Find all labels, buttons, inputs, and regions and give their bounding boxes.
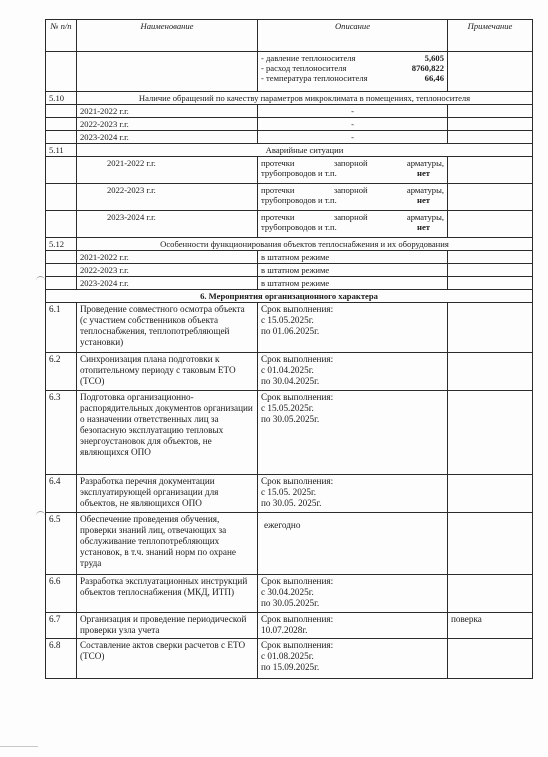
table-row: 2023-2024 г.г. в штатном режиме [46, 277, 533, 290]
table-row: 2023-2024 г.г. - [46, 131, 533, 144]
header-num: № п/п [46, 20, 77, 52]
table-header-row [46, 20, 533, 52]
table-row: 6.4 Разработка перечня документации эксплуатирующей организации для объектов, не являющихся ОПО Срок выполнения: с 15.05. 2025г. по 30.05. 2025г. [46, 475, 533, 513]
document-table [45, 19, 533, 679]
table-row: 6.3 Подготовка организационно-распорядительных документов организации о назначении ответственных лиц за безопасную эксплуатацию тепловых энергоустановок для объектов, не являющихся ОПО Срок выполнения: с 15.05.2025г. по 30.05.2025г. [46, 391, 533, 475]
table-row: 2021-2022 г.г. протечки запорной арматуры, нет трубопроводов и т.п. [46, 157, 533, 184]
section-row-5-11: 5.11 Аварийные ситуации [46, 144, 533, 157]
note-cell: поверка [448, 613, 533, 639]
parameters-cell: 5,605 - давление теплоносителя 8760,822 - расход теплоносителя 66,46 - температура теплоносителя [258, 52, 448, 92]
section-row-5-12: 5.12 Особенности функционирования объектов теплоснабжения и их оборудования [46, 238, 533, 251]
table-row [46, 52, 533, 92]
table-row: 6.2 Синхронизация плана подготовки к отопительному периоду с таковым ЕТО (ТСО) Срок выполнения: с 01.04.2025г. по 30.04.2025г. [46, 353, 533, 391]
table-row: 2022-2023 г.г. - [46, 118, 533, 131]
section-row-5-10: 5.10 Наличие обращений по качеству параметров микроклимата в помещениях, теплоносителя [46, 92, 533, 105]
table-row: 2022-2023 г.г. в штатном режиме [46, 264, 533, 277]
table-row: 6.8 Составление актов сверки расчетов с ЕТО (ТСО) Срок выполнения: с 01.08.2025г. по 15.09.2025г. [46, 639, 533, 679]
section-6-title-row [46, 290, 533, 303]
table-row: 6.6 Разработка эксплуатационных инструкций объектов теплоснабжения (МКД, ИТП) Срок выполнения: с 30.04.2025г. по 30.05.2025г. [46, 575, 533, 613]
table-row: 2022-2023 г.г. протечки запорной арматуры, нет трубопроводов и т.п. [46, 184, 533, 211]
table-row: 2023-2024 г.г. протечки запорной арматуры, нет трубопроводов и т.п. [46, 211, 533, 238]
header-desc: Описание [258, 20, 448, 52]
table-row: 2021-2022 г.г. в штатном режиме [46, 251, 533, 264]
punch-hole-mark [36, 276, 45, 283]
table-row: 6.7 Организация и проведение периодической проверки узла учета Срок выполнения: 10.07.2028г. поверка [46, 613, 533, 639]
header-note: Примечание [448, 20, 533, 52]
table-row: 6.1 Проведение совместного осмотра объекта (с участием собственников объекта теплоснабжения, теплопотребляющей установки) Срок выполнения: с 15.05.2025г. по 01.06.2025г. [46, 303, 533, 353]
table-row: 6.5 Обеспечение проведения обучения, проверки знаний лиц, отвечающих за обслуживание теплопотребляющих установок, в т.ч. знаний норм по охране труда ежегодно [46, 513, 533, 575]
page-edge-mark [0, 746, 38, 757]
header-name: Наименование [77, 20, 258, 52]
punch-hole-mark [36, 511, 45, 518]
section-title: 6. Мероприятия организационного характера [46, 290, 533, 303]
table-row: 2021-2022 г.г. - [46, 105, 533, 118]
